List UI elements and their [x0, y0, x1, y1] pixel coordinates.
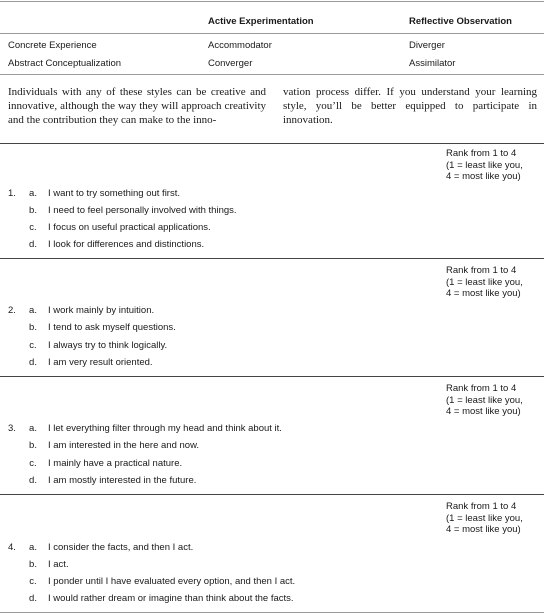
header-active-experimentation: Active Experimentation — [208, 16, 314, 27]
table-top-rule — [0, 1, 544, 2]
cell-assimilator: Assimilator — [409, 58, 456, 69]
table-bottom-rule — [0, 74, 544, 75]
question-4-option-c: I ponder until I have evaluated every option, and then I act. — [48, 576, 296, 587]
question-3-rank-instruction: Rank from 1 to 4 (1 = least like you, 4 = most like you) — [446, 383, 523, 417]
question-1-option-a-letter: a. — [29, 188, 37, 199]
question-4-option-a-letter: a. — [29, 542, 37, 553]
question-3-option-a-letter: a. — [29, 423, 37, 434]
question-1-option-c-letter: c. — [29, 222, 37, 233]
question-3-option-a: I let everything filter through my head and think about it. — [48, 423, 282, 434]
question-1-option-d-letter: d. — [29, 239, 37, 250]
question-1-number: 1. — [8, 188, 16, 199]
question-3-option-b-letter: b. — [29, 440, 37, 451]
header-reflective-observation: Reflective Observation — [409, 16, 512, 27]
cell-diverger: Diverger — [409, 40, 445, 51]
question-3-number: 3. — [8, 423, 16, 434]
question-4-option-d-letter: d. — [29, 593, 37, 604]
question-3-option-c-letter: c. — [29, 458, 37, 469]
question-2-number: 2. — [8, 305, 16, 316]
question-4-number: 4. — [8, 542, 16, 553]
intro-column-right: vation process differ. If you understand your learning style, you’ll be better equipped to participate in innovation. — [283, 86, 537, 126]
question-4-option-b-letter: b. — [29, 559, 37, 570]
question-2-option-a-letter: a. — [29, 305, 37, 316]
question-4-option-b: I act. — [48, 559, 69, 570]
question-2-rank-instruction: Rank from 1 to 4 (1 = least like you, 4 = most like you) — [446, 265, 523, 299]
question-4-option-c-letter: c. — [29, 576, 37, 587]
question-2-top-rule — [0, 258, 544, 259]
question-1-rank-instruction: Rank from 1 to 4 (1 = least like you, 4 = most like you) — [446, 148, 523, 182]
question-1-top-rule — [0, 143, 544, 144]
question-3-top-rule — [0, 376, 544, 377]
row-label-concrete-experience: Concrete Experience — [8, 40, 97, 51]
question-1-option-d: I look for differences and distinctions. — [48, 239, 205, 250]
cell-converger: Converger — [208, 58, 253, 69]
question-2-option-a: I work mainly by intuition. — [48, 305, 155, 316]
row-label-abstract-conceptualization: Abstract Conceptualization — [8, 58, 122, 69]
question-3-option-c: I mainly have a practical nature. — [48, 458, 183, 469]
question-3-option-d-letter: d. — [29, 475, 37, 486]
intro-column-left: Individuals with any of these styles can be creative and innovative, although the way they will approach creativity and the contribution they can make to the inno- — [8, 86, 266, 126]
question-2-option-c-letter: c. — [29, 340, 37, 351]
question-3-option-d: I am mostly interested in the future. — [48, 475, 197, 486]
questionnaire-bottom-rule — [0, 612, 544, 613]
table-header-rule — [0, 33, 544, 34]
question-1-option-c: I focus on useful practical applications. — [48, 222, 211, 233]
question-4-option-d: I would rather dream or imagine than think about the facts. — [48, 593, 294, 604]
question-4-top-rule — [0, 494, 544, 495]
question-4-rank-instruction: Rank from 1 to 4 (1 = least like you, 4 = most like you) — [446, 501, 523, 535]
question-1-option-a: I want to try something out first. — [48, 188, 180, 199]
question-1-option-b-letter: b. — [29, 205, 37, 216]
question-4-option-a: I consider the facts, and then I act. — [48, 542, 194, 553]
question-2-option-d: I am very result oriented. — [48, 357, 153, 368]
question-2-option-b: I tend to ask myself questions. — [48, 322, 176, 333]
question-1-option-b: I need to feel personally involved with things. — [48, 205, 237, 216]
question-3-option-b: I am interested in the here and now. — [48, 440, 200, 451]
cell-accommodator: Accommodator — [208, 40, 272, 51]
question-2-option-d-letter: d. — [29, 357, 37, 368]
question-2-option-b-letter: b. — [29, 322, 37, 333]
question-2-option-c: I always try to think logically. — [48, 340, 168, 351]
